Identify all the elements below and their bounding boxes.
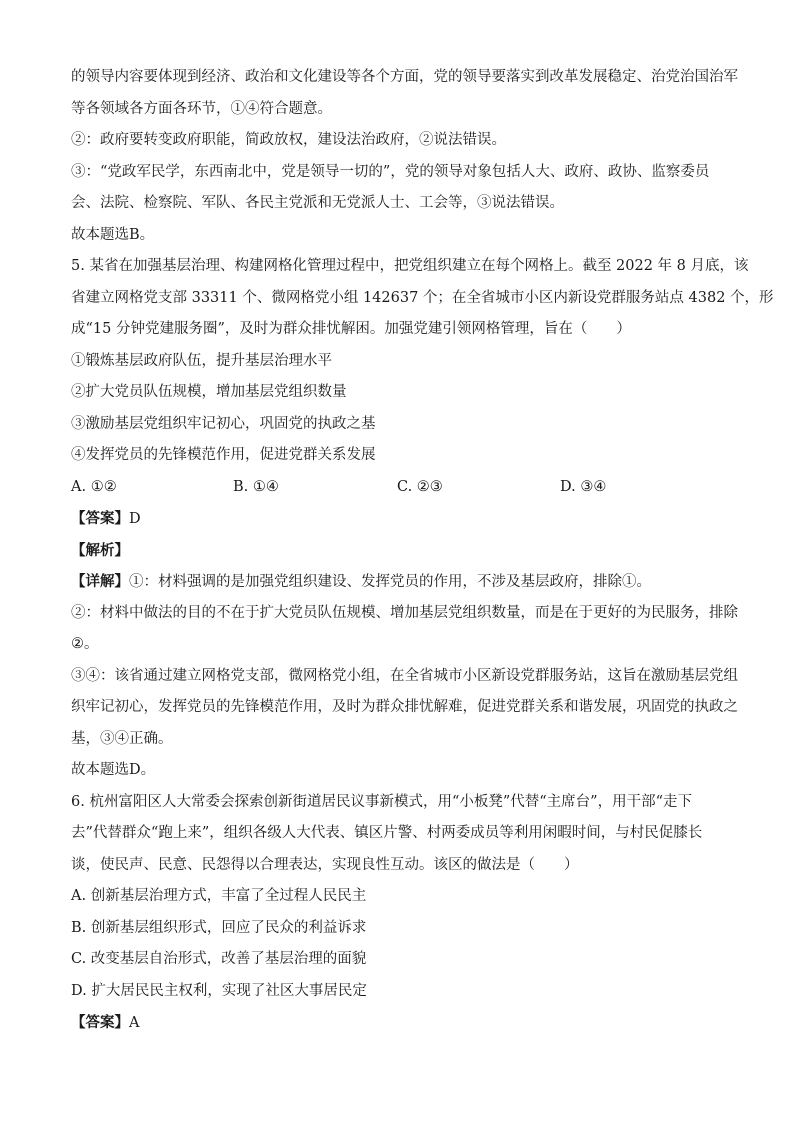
detail-text: ③④：该省通过建立网格党支部，微网格党小组，在全省城市小区新设党群服务站，这旨在激励基层党组 [71, 667, 738, 684]
option-a: A. ①② [71, 478, 117, 495]
question-5-stem: 5. 某省在加强基层治理、构建网格化管理过程中，把党组织建立在每个网格上。截至 2022 年 8 月底，该 [71, 258, 749, 274]
question-5-item: ①锻炼基层政府队伍，提升基层治理水平 [71, 352, 332, 369]
analysis-text: ③：“党政军民学，东西南北中，党是领导一切的”，党的领导对象包括人大、政府、政协、监察委员 [71, 163, 710, 180]
option-b: B. ①④ [233, 478, 279, 495]
question-5-stem: 成“15 分钟党建服务圈”，及时为群众排忧解困。加强党建引领网格管理，旨在（ ） [71, 321, 631, 337]
analysis-tag: 【解析】 [71, 541, 129, 559]
question-5-item: ④发挥党员的先锋模范作用，促进党群关系发展 [71, 447, 376, 463]
detail-text: ①：材料强调的是加强党组织建设、发挥党员的作用，不涉及基层政府，排除①。 [129, 574, 651, 590]
detail-text: 基，③④正确。 [71, 730, 173, 747]
answer-line [71, 1007, 723, 1039]
detail-text: ②：材料中做法的目的不在于扩大党员队伍规模、增加基层党组织数量，而是在于更好的为民服务，排除 [71, 604, 738, 621]
answer-value: A [129, 1015, 140, 1031]
question-6-stem: 6. 杭州富阳区人大常委会探索创新街道居民议事新模式，用“小板凳”代替“主席台”，用干部“走下 [71, 793, 693, 810]
question-5-options [71, 472, 723, 504]
question-5-item: ②扩大党员队伍规模，增加基层党组织数量 [71, 384, 347, 400]
question-5-item: ③激励基层党组织牢记初心，巩固党的执政之基 [71, 415, 376, 432]
analysis-text: 的领导内容要体现到经济、政治和文化建设等各个方面，党的领导要落实到改革发展稳定、治党治国治军 [71, 69, 738, 85]
option-b: B. 创新基层组织形式，回应了民众的利益诉求 [71, 919, 367, 936]
analysis-heading [71, 535, 723, 567]
option-d: D. ③④ [560, 478, 607, 495]
conclusion-text: 故本题选D。 [71, 762, 156, 778]
analysis-text: 等各领域各方面各环节，①④符合题意。 [71, 100, 332, 117]
question-5-stem: 省建立网格党支部 33311 个、微网格党小组 142637 个；在全省城市小区内新设党群服务站点 4382 个，形 [71, 289, 774, 306]
answer-tag: 【答案】 [71, 510, 129, 527]
answer-value: D [129, 511, 141, 527]
detail-tag: 【详解】 [71, 573, 129, 590]
question-6-stem: 谈，使民声、民意、民怨得以合理表达，实现良性互动。该区的做法是（ ） [71, 856, 579, 873]
analysis-text: ②：政府要转变政府职能，简政放权，建设法治政府，②说法错误。 [71, 132, 506, 148]
option-a: A. 创新基层治理方式，丰富了全过程人民民主 [71, 888, 367, 904]
analysis-text: 会、法院、检察院、军队、各民主党派和无党派人士、工会等，③说法错误。 [71, 195, 564, 211]
conclusion-text: 故本题选B。 [71, 226, 155, 243]
detail-text: ②。 [71, 636, 99, 652]
option-c: C. ②③ [397, 478, 443, 495]
answer-tag: 【答案】 [71, 1014, 129, 1031]
option-d: D. 扩大居民民主权利，实现了社区大事居民定 [71, 982, 367, 999]
answer-line [71, 503, 723, 535]
detail-line [71, 566, 723, 598]
question-6-stem: 去”代替群众“跑上来”，组织各级人大代表、镇区片警、村两委成员等利用闲暇时间，与村民促膝长 [71, 825, 703, 841]
document-page [71, 62, 774, 1039]
detail-text: 织牢记初心，发挥党员的先锋模范作用，及时为群众排忧解难，促进党群关系和谐发展，巩固党的执政之 [71, 699, 738, 715]
option-c: C. 改变基层自治形式，改善了基层治理的面貌 [71, 951, 367, 967]
